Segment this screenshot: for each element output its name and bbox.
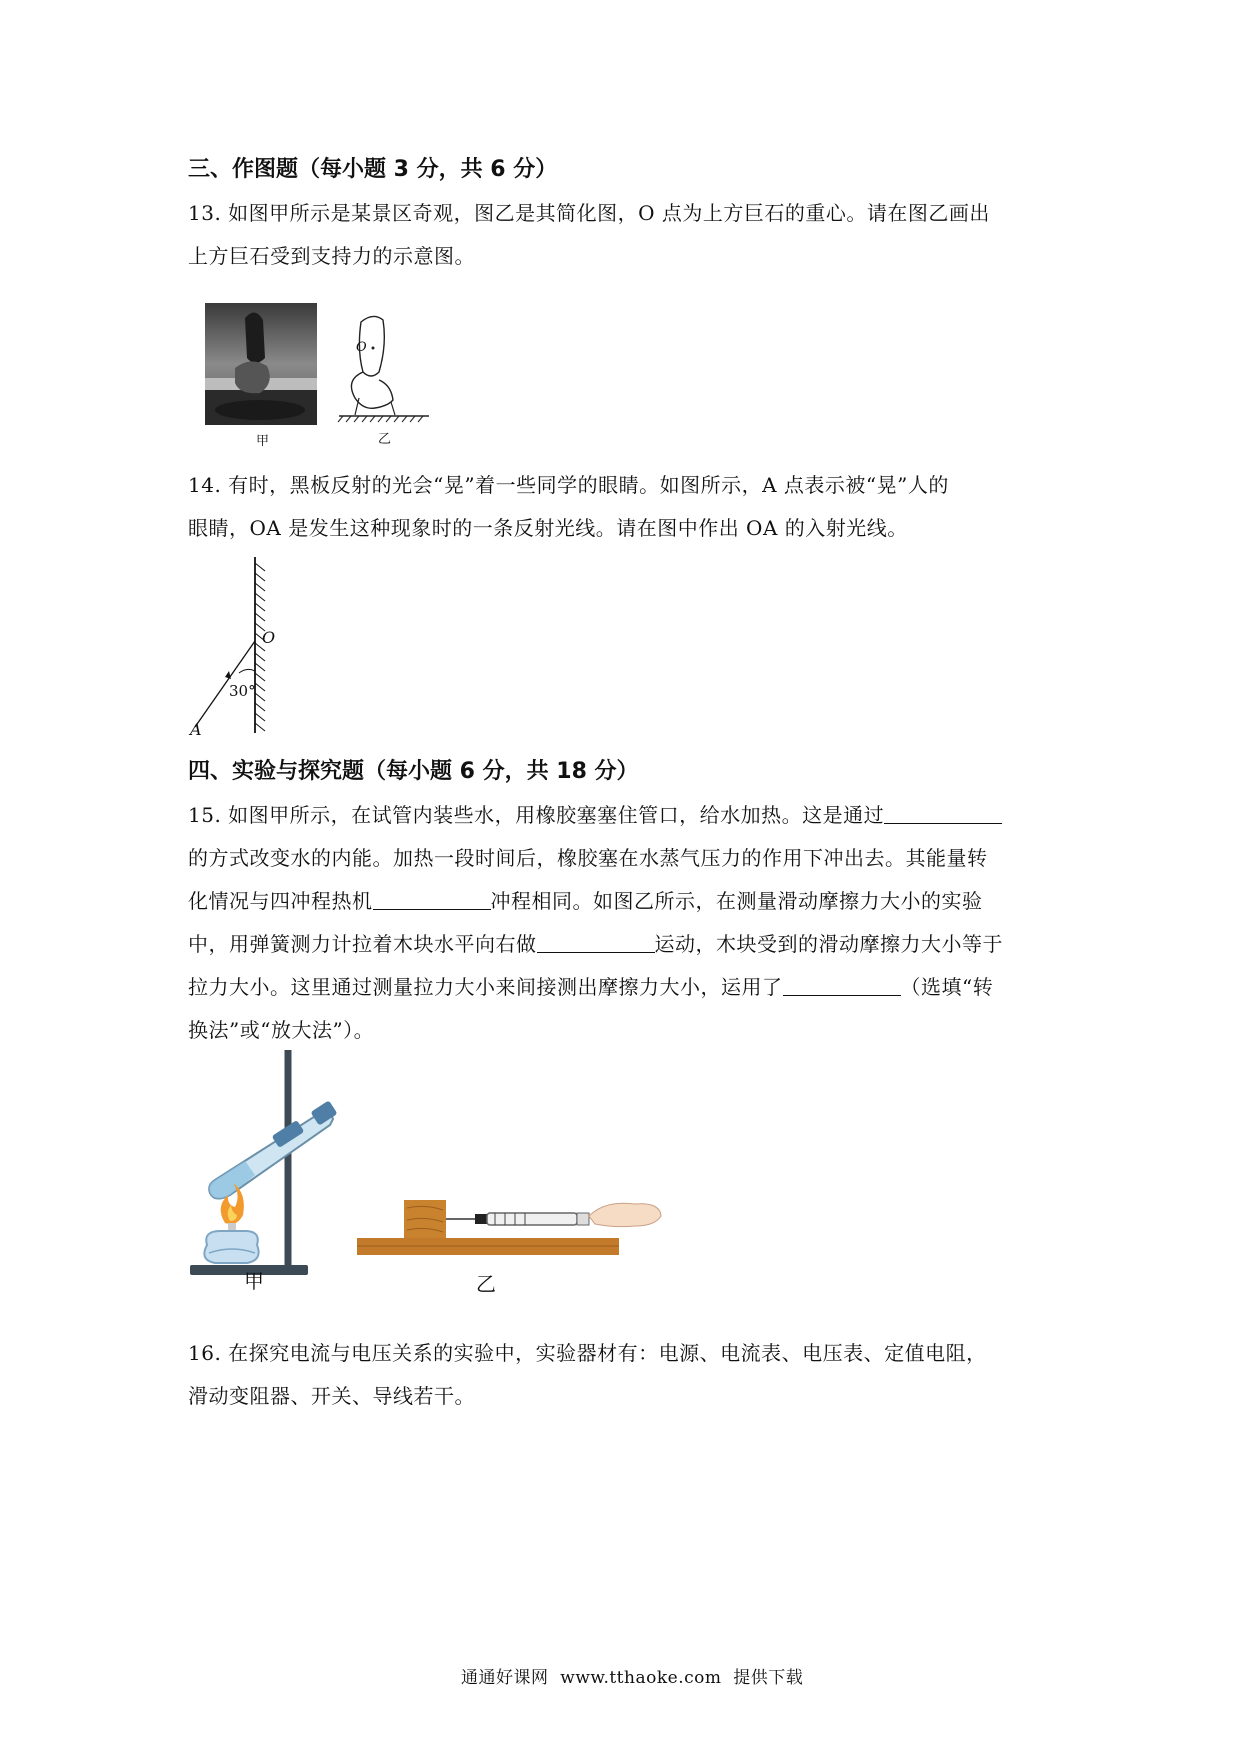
question-14-line-1: 14. 有时，黑板反射的光会“晃”着一些同学的眼睛。如图所示，A 点表示被“晃”人的	[188, 473, 949, 497]
answer-blank-2[interactable]	[373, 887, 491, 910]
section-4-heading: 四、实验与探究题（每小题 6 分，共 18 分）	[188, 759, 639, 784]
figure-13-point-o: O	[356, 340, 367, 355]
question-13-text	[188, 192, 990, 278]
question-15-line-4: 中，用弹簧测力计拉着木块水平向右做 运动，木块受到的滑动摩擦力大小等于	[188, 932, 1003, 956]
question-16-line-2: 滑动变阻器、开关、导线若干。	[188, 1384, 475, 1408]
figure-13-photo	[205, 298, 320, 438]
question-15-line-6: 换法”或“放大法”）。	[188, 1018, 375, 1042]
question-14-line-2: 眼睛，OA 是发生这种现象时的一条反射光线。请在图中作出 OA 的入射光线。	[188, 516, 908, 540]
figure-14-mirror	[185, 555, 295, 735]
question-15-line-2: 的方式改变水的内能。加热一段时间后，橡胶塞在水蒸气压力的作用下冲出去。其能量转	[188, 846, 988, 870]
page-footer: 通通好课网 www.tthaoke.com 提供下载	[461, 1668, 804, 1688]
question-16-text	[188, 1332, 987, 1418]
answer-blank-4[interactable]	[783, 973, 901, 996]
figure-13-sketch	[333, 310, 433, 440]
question-13-line-1: 13. 如图甲所示是某景区奇观，图乙是其简化图，O 点为上方巨石的重心。请在图乙画出	[188, 201, 990, 225]
question-15-line-5: 拉力大小。这里通过测量拉力大小来间接测出摩擦力大小，运用了 （选填“转	[188, 975, 994, 999]
figure-15-label-a: 甲	[244, 1269, 264, 1293]
figure-15-friction	[355, 1180, 665, 1260]
question-13-line-2: 上方巨石受到支持力的示意图。	[188, 244, 475, 268]
answer-blank-1[interactable]	[884, 801, 1002, 824]
figure-13-label-a: 甲	[256, 434, 270, 449]
figure-15-label-b: 乙	[476, 1272, 496, 1296]
question-15-text	[188, 794, 1003, 1052]
question-14-text	[188, 464, 949, 550]
question-15-line-1: 15. 如图甲所示，在试管内装些水，用橡胶塞塞住管口，给水加热。这是通过	[188, 794, 1003, 837]
question-16-line-1: 16. 在探究电流与电压关系的实验中，实验器材有：电源、电流表、电压表、定值电阻，	[188, 1341, 987, 1365]
section-3-heading: 三、作图题（每小题 3 分，共 6 分）	[188, 157, 558, 182]
figure-14-angle: 30°	[229, 682, 256, 700]
answer-blank-3[interactable]	[537, 930, 655, 953]
figure-13-label-b: 乙	[378, 432, 392, 447]
question-15-line-3: 化情况与四冲程热机 冲程相同。如图乙所示，在测量滑动摩擦力大小的实验	[188, 889, 983, 913]
figure-15-heating	[185, 1045, 345, 1280]
figure-14-label-o: O	[262, 628, 276, 647]
figure-14-label-a: A	[190, 720, 202, 739]
